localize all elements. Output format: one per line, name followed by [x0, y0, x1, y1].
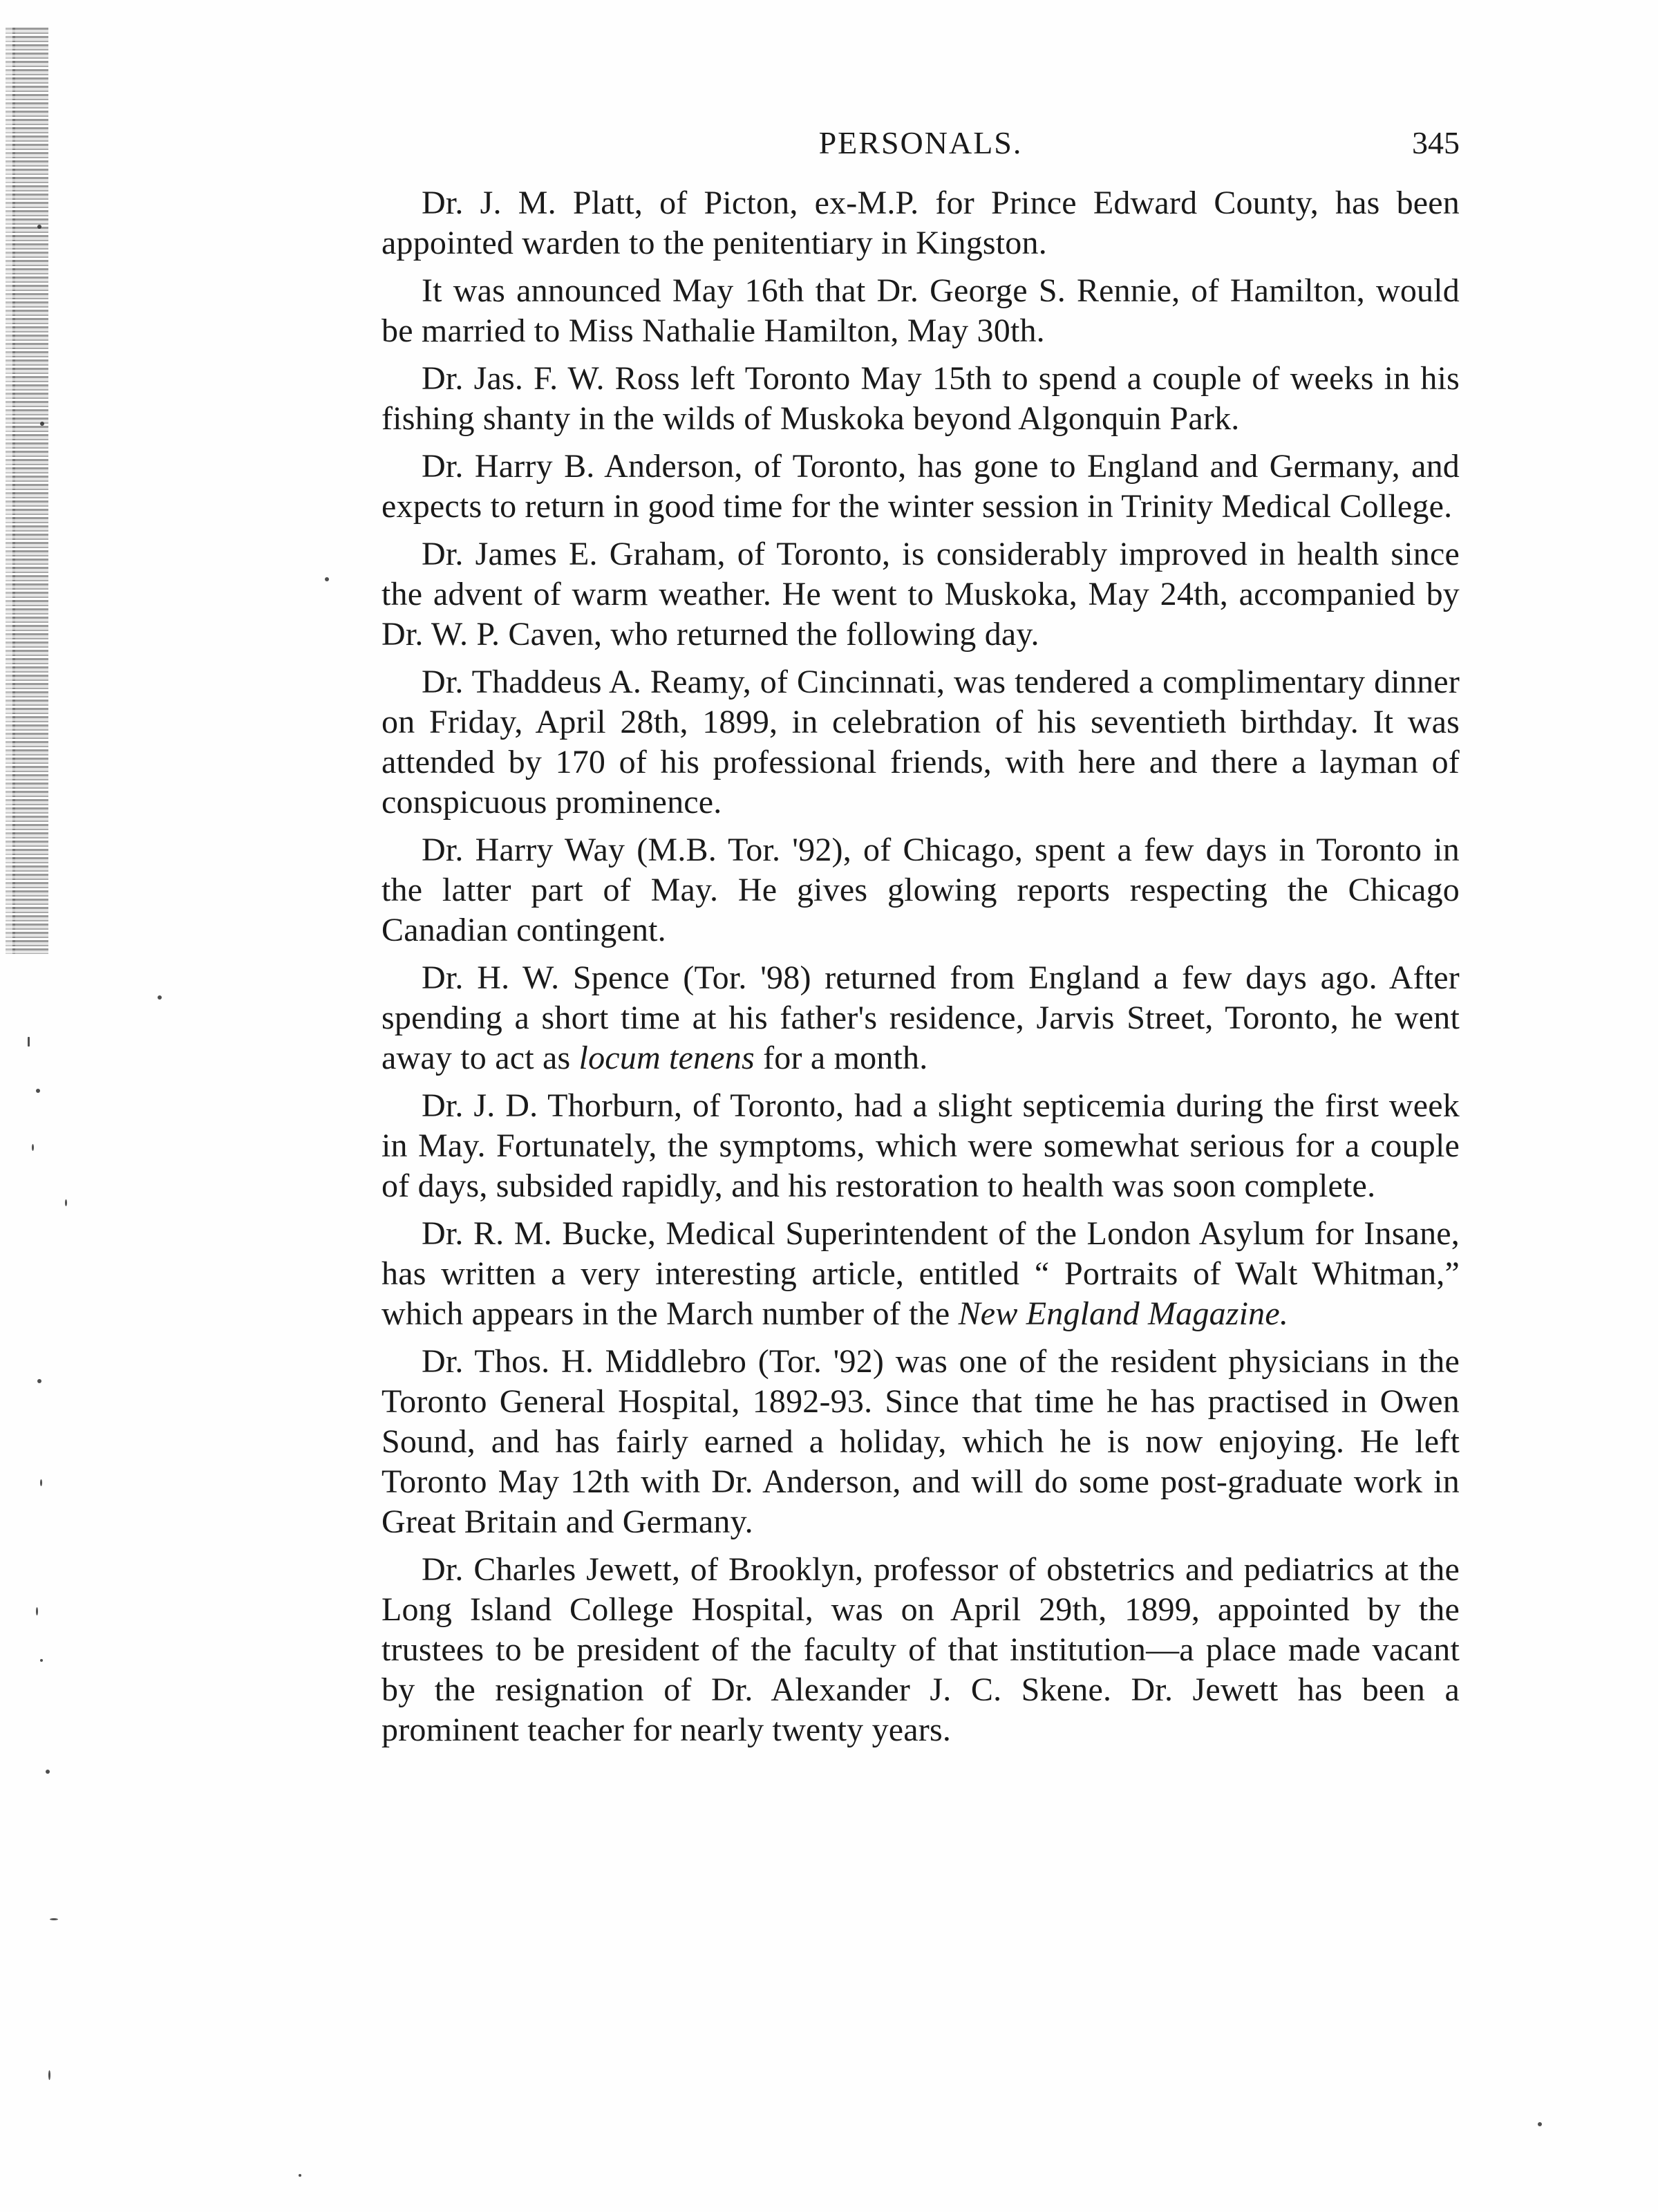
scan-speck	[37, 1379, 41, 1383]
scan-speck	[36, 1089, 40, 1093]
scanned-binding-edge-inner	[6, 28, 15, 954]
paragraph-way: Dr. Harry Way (M.B. Tor. '92), of Chicago, spent a few days in Toronto in the latter part of May. He gives glowing reports respecting the Chicago Canadian contingent.	[381, 832, 1460, 948]
paragraph-spence	[381, 958, 1460, 1078]
paragraph-spence-italic: locum tenens	[578, 1040, 755, 1076]
paragraph-ross: Dr. Jas. F. W. Ross left Toronto May 15th to spend a couple of weeks in his fishing shanty in the wilds of Muskoka beyond Algonquin Park.	[381, 360, 1460, 437]
scan-speck	[65, 1199, 67, 1206]
scan-speck	[40, 1659, 43, 1662]
paragraph-bucke-italic: New England Magazine.	[958, 1295, 1289, 1332]
paragraph-spence-text-end: for a month.	[754, 1040, 928, 1076]
paragraph-thorburn: Dr. J. D. Thorburn, of Toronto, had a slight septicemia during the first week in May. Fortunately, the symptoms, which were somewhat serious for a couple of days, subsided rapidly, and his restoration to health was soon complete.	[381, 1087, 1460, 1204]
scan-speck	[36, 1607, 38, 1615]
scan-speck	[40, 1479, 42, 1486]
running-head	[381, 124, 1460, 173]
scan-speck	[37, 225, 41, 229]
scanned-binding-edge	[12, 28, 48, 954]
paragraph-spence-text: Dr. H. W. Spence (Tor. '98) returned from England a few days ago. After spending a short time at his father's residence, Jarvis Street, Toronto, he went away to act as	[381, 959, 1460, 1076]
paragraph-middlebro: Dr. Thos. H. Middlebro (Tor. '92) was one of the resident physicians in the Toronto General Hospital, 1892-93. Since that time he has practised in Owen Sound, and has fairly earned a holiday, which he is now enjoying. He left Toronto May 12th with Dr. Anderson, and will do some post-graduate work in Great Britain and Germany.	[381, 1343, 1460, 1540]
scan-speck	[28, 1037, 30, 1047]
scan-speck	[32, 1144, 34, 1151]
paragraph-bucke-text: Dr. R. M. Bucke, Medical Superintendent of the London Asylum for Insane, has written a very interesting article, entitled “ Portraits of Walt Whitman,” which appears in the March number of the	[381, 1215, 1460, 1332]
paragraph-anderson: Dr. Harry B. Anderson, of Toronto, has gone to England and Germany, and expects to return in good time for the winter session in Trinity Medical College.	[381, 448, 1460, 525]
running-title: PERSONALS.	[818, 125, 1023, 160]
paragraph-bucke	[381, 1214, 1460, 1334]
scan-speck	[48, 2070, 50, 2080]
scan-speck	[50, 1918, 58, 1920]
page-number: 345	[1412, 125, 1460, 160]
paragraph-graham: Dr. James E. Graham, of Toronto, is considerably improved in health since the advent of warm weather. He went to Muskoka, May 24th, accompanied by Dr. W. P. Caven, who returned the following day.	[381, 536, 1460, 653]
scan-speck	[40, 422, 44, 426]
scan-speck	[325, 577, 329, 581]
scan-speck	[46, 1770, 50, 1774]
paragraph-rennie: It was announced May 16th that Dr. George S. Rennie, of Hamilton, would be married to Miss Nathalie Hamilton, May 30th.	[381, 272, 1460, 349]
paragraph-platt: Dr. J. M. Platt, of Picton, ex-M.P. for Prince Edward County, has been appointed warden to the penitentiary in Kingston.	[381, 185, 1460, 261]
scan-speck	[1538, 2122, 1542, 2126]
scan-speck	[158, 995, 162, 1000]
scan-speck	[299, 2174, 301, 2177]
paragraph-reamy: Dr. Thaddeus A. Reamy, of Cincinnati, was tendered a complimentary dinner on Friday, April 28th, 1899, in celebration of his seventieth birthday. It was attended by 170 of his professional friends, with here and there a layman of conspicuous prominence.	[381, 664, 1460, 821]
article-body	[381, 183, 1460, 1758]
paragraph-jewett: Dr. Charles Jewett, of Brooklyn, professor of obstetrics and pediatrics at the Long Island College Hospital, was on April 29th, 1899, appointed by the trustees to be president of the faculty of that institution—a place made vacant by the resignation of Dr. Alexander J. C. Skene. Dr. Jewett has been a prominent teacher for nearly twenty years.	[381, 1551, 1460, 1748]
